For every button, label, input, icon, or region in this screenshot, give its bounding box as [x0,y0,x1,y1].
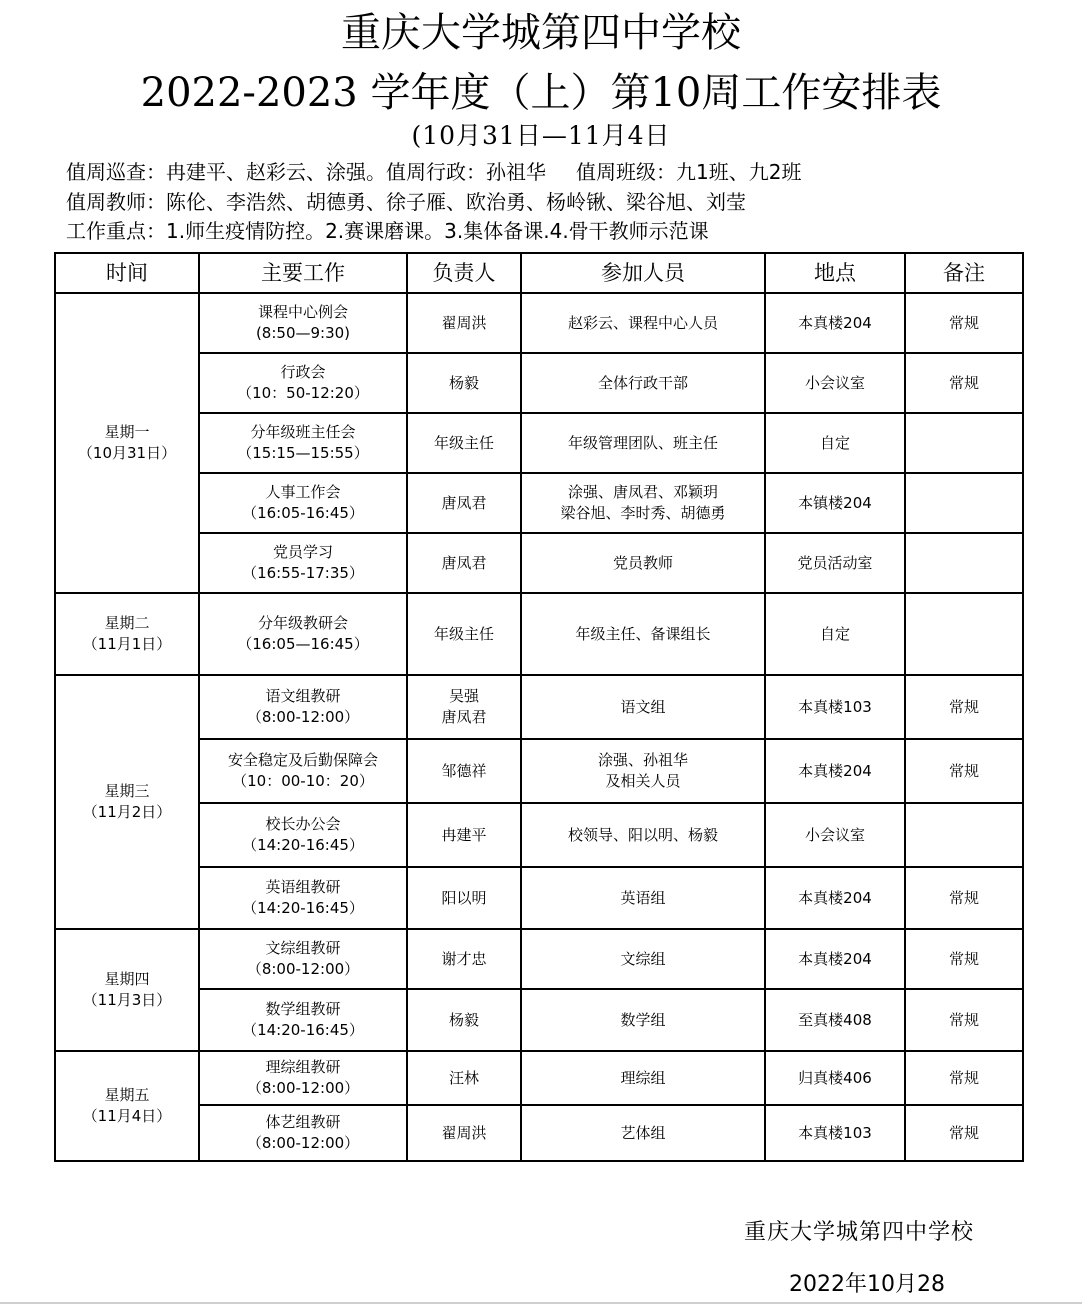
duty-class: 值周班级：九1班、九2班 [576,160,802,184]
place-text: 自定 [819,433,850,452]
participants-text: 赵彩云、课程中心人员 [567,313,718,332]
lead-name: 邹德祥 [441,761,487,780]
table-row [55,353,1023,413]
place-text: 党员活动室 [797,553,873,572]
lead-cell [407,1051,521,1105]
participants-cell [521,533,765,593]
work-time: (8:50—9:30) [255,324,351,342]
note-cell [905,593,1023,675]
place-text: 本镇楼204 [798,493,872,512]
lead-name: 翟周洪 [441,313,487,332]
work-cell [199,803,407,867]
lead-name: 阳以明 [441,888,487,907]
place-cell [765,867,905,929]
lead-name: 冉建平 [441,825,487,844]
place-cell [765,675,905,739]
day-date: （11月3日） [82,991,172,1009]
schedule-table [54,252,1024,1162]
lead-name: 杨毅 [448,1010,479,1029]
place-text: 本真楼204 [798,313,872,332]
header-participants: 参加人员 [521,253,765,293]
note-text: 常规 [948,697,979,716]
table-row [55,675,1023,739]
participants-text: 艺体组 [620,1123,666,1142]
work-cell [199,593,407,675]
bottom-divider [0,1302,1082,1304]
note-text: 常规 [948,1068,979,1087]
work-cell [199,473,407,533]
participants-text: 涂强、孙祖华 [597,751,688,769]
lead-cell [407,413,521,473]
work-time: （16:55-17:35） [242,564,364,582]
place-text: 至真楼408 [798,1010,872,1029]
note-cell [905,989,1023,1051]
lead-cell [407,473,521,533]
work-time: （14:20-16:45） [242,836,364,854]
work-title: 人事工作会 [265,483,341,501]
note-cell [905,293,1023,353]
work-title: 分年级教研会 [257,614,348,632]
footer-date: 2022年10月28 [789,1272,945,1297]
place-text: 本真楼103 [798,1123,872,1142]
table-row [55,803,1023,867]
note-cell [905,473,1023,533]
work-time: （15:15—15:55） [237,444,369,462]
place-text: 小会议室 [804,825,865,844]
day-name: 星期四 [104,970,150,988]
lead-name: 唐凤君 [441,708,487,726]
place-text: 本真楼204 [798,761,872,780]
lead-cell [407,929,521,989]
place-text: 自定 [819,624,850,643]
place-cell [765,1051,905,1105]
participants-cell [521,929,765,989]
note-text: 常规 [948,373,979,392]
work-cell [199,929,407,989]
note-text: 常规 [948,1010,979,1029]
participants-text: 文综组 [620,949,666,968]
participants-cell [521,413,765,473]
note-cell [905,1051,1023,1105]
place-cell [765,413,905,473]
day-date: （11月4日） [82,1107,172,1125]
day-cell [55,675,199,929]
work-title: 理综组教研 [265,1058,341,1076]
lead-cell [407,803,521,867]
work-title: 语文组教研 [265,687,341,705]
place-cell [765,929,905,989]
work-time: （16:05—16:45） [237,635,369,653]
lead-name: 汪林 [448,1068,479,1087]
participants-cell [521,293,765,353]
footer-school: 重庆大学城第四中学校 [744,1220,975,1245]
place-cell [765,1105,905,1161]
school-title: 重庆大学城第四中学校 [341,10,741,56]
participants-text: 理综组 [620,1068,666,1087]
work-cell [199,533,407,593]
date-range: (10月31日—11月4日 [411,121,671,150]
lead-name: 唐凤君 [441,553,487,572]
lead-name: 吴强 [448,687,479,705]
work-time: （14:20-16:45） [242,1021,364,1039]
participants-cell [521,739,765,803]
work-title: 安全稳定及后勤保障会 [227,751,378,769]
table-row [55,413,1023,473]
work-time: （10：00-10：20） [232,772,374,790]
day-name: 星期五 [104,1086,150,1104]
lead-name: 年级主任 [433,433,494,452]
lead-cell [407,353,521,413]
lead-name: 翟周洪 [441,1123,487,1142]
header-time: 时间 [55,253,199,293]
work-cell [199,293,407,353]
table-row [55,867,1023,929]
note-cell [905,1105,1023,1161]
lead-name: 年级主任 [433,624,494,643]
participants-cell [521,1105,765,1161]
day-cell [55,593,199,675]
participants-text: 校领导、阳以明、杨毅 [567,825,718,844]
participants-cell [521,989,765,1051]
day-name: 星期二 [104,614,150,632]
lead-cell [407,989,521,1051]
participants-text: 英语组 [620,888,666,907]
work-title: 行政会 [280,363,326,381]
work-time: （16:05-16:45） [242,504,364,522]
participants-text: 年级管理团队、班主任 [567,433,718,452]
participants-cell [521,593,765,675]
work-cell [199,867,407,929]
participants-cell [521,867,765,929]
note-cell [905,675,1023,739]
participants-text: 数学组 [620,1010,666,1029]
work-title: 数学组教研 [265,1000,341,1018]
participants-text: 梁谷旭、李时秀、胡德勇 [560,504,726,522]
schedule-title: 2022-2023 学年度（上）第10周工作安排表 [140,70,942,116]
work-time: （8:00-12:00） [246,1134,360,1152]
place-text: 本真楼204 [798,949,872,968]
place-text: 小会议室 [804,373,865,392]
note-text: 常规 [948,888,979,907]
place-cell [765,353,905,413]
place-text: 本真楼103 [798,697,872,716]
lead-cell [407,1105,521,1161]
work-cell [199,739,407,803]
work-title: 校长办公会 [265,815,341,833]
lead-cell [407,867,521,929]
lead-name: 唐凤君 [441,493,487,512]
participants-cell [521,1051,765,1105]
work-cell [199,1051,407,1105]
participants-text: 全体行政干部 [597,373,688,392]
table-row [55,293,1023,353]
table-row [55,739,1023,803]
table-row [55,989,1023,1051]
note-text: 常规 [948,313,979,332]
place-text: 本真楼204 [798,888,872,907]
participants-cell [521,473,765,533]
day-name: 星期三 [104,782,150,800]
day-cell [55,293,199,593]
day-date: （11月2日） [82,803,172,821]
place-cell [765,293,905,353]
header-work: 主要工作 [199,253,407,293]
duty-patrol: 值周巡查：冉建平、赵彩云、涂强。值周行政：孙祖华 [66,160,546,184]
participants-cell [521,675,765,739]
note-cell [905,867,1023,929]
place-text: 归真楼406 [798,1068,872,1087]
participants-text: 涂强、唐凤君、邓颖玥 [567,483,718,501]
header-place: 地点 [765,253,905,293]
work-title: 文综组教研 [265,939,341,957]
header-lead: 负责人 [407,253,521,293]
table-header-row [55,253,1023,293]
lead-cell [407,533,521,593]
place-cell [765,739,905,803]
note-cell [905,353,1023,413]
participants-text: 语文组 [620,697,666,716]
day-date: （10月31日） [77,444,177,462]
header-note: 备注 [905,253,1023,293]
note-text: 常规 [948,949,979,968]
work-title: 党员学习 [272,543,333,561]
participants-text: 年级主任、备课组长 [575,624,711,643]
day-cell [55,1051,199,1161]
work-cell [199,353,407,413]
work-focus: 工作重点：1.师生疫情防控。2.赛课磨课。3.集体备课.4.骨干教师示范课 [66,219,709,243]
work-cell [199,675,407,739]
lead-cell [407,293,521,353]
work-title: 分年级班主任会 [250,423,356,441]
day-cell [55,929,199,1051]
work-time: （8:00-12:00） [246,1079,360,1097]
place-cell [765,989,905,1051]
lead-cell [407,593,521,675]
participants-cell [521,353,765,413]
work-cell [199,413,407,473]
participants-text: 党员教师 [612,553,673,572]
duty-teachers: 值周教师：陈伦、李浩然、胡德勇、徐子雁、欧治勇、杨岭锹、梁谷旭、刘莹 [66,190,746,214]
duty-info-line [66,158,801,186]
note-text: 常规 [948,1123,979,1142]
work-title: 体艺组教研 [265,1113,341,1131]
schedule-body [55,293,1023,1161]
work-title: 英语组教研 [265,878,341,896]
day-name: 星期一 [104,423,150,441]
note-text: 常规 [948,761,979,780]
day-date: （11月1日） [82,635,172,653]
place-cell [765,473,905,533]
note-cell [905,929,1023,989]
note-cell [905,413,1023,473]
work-time: （8:00-12:00） [246,960,360,978]
table-row [55,473,1023,533]
place-cell [765,803,905,867]
lead-name: 杨毅 [448,373,479,392]
work-cell [199,989,407,1051]
participants-cell [521,803,765,867]
lead-cell [407,739,521,803]
work-cell [199,1105,407,1161]
note-cell [905,803,1023,867]
table-row [55,929,1023,989]
lead-name: 谢才忠 [441,949,487,968]
note-cell [905,533,1023,593]
participants-text: 及相关人员 [605,772,681,790]
work-time: （14:20-16:45） [242,899,364,917]
work-time: （10：50-12:20） [237,384,369,402]
table-row [55,1051,1023,1105]
place-cell [765,593,905,675]
work-title: 课程中心例会 [257,303,348,321]
table-row [55,593,1023,675]
table-row [55,533,1023,593]
lead-cell [407,675,521,739]
place-cell [765,533,905,593]
table-row [55,1105,1023,1161]
note-cell [905,739,1023,803]
work-time: （8:00-12:00） [246,708,360,726]
